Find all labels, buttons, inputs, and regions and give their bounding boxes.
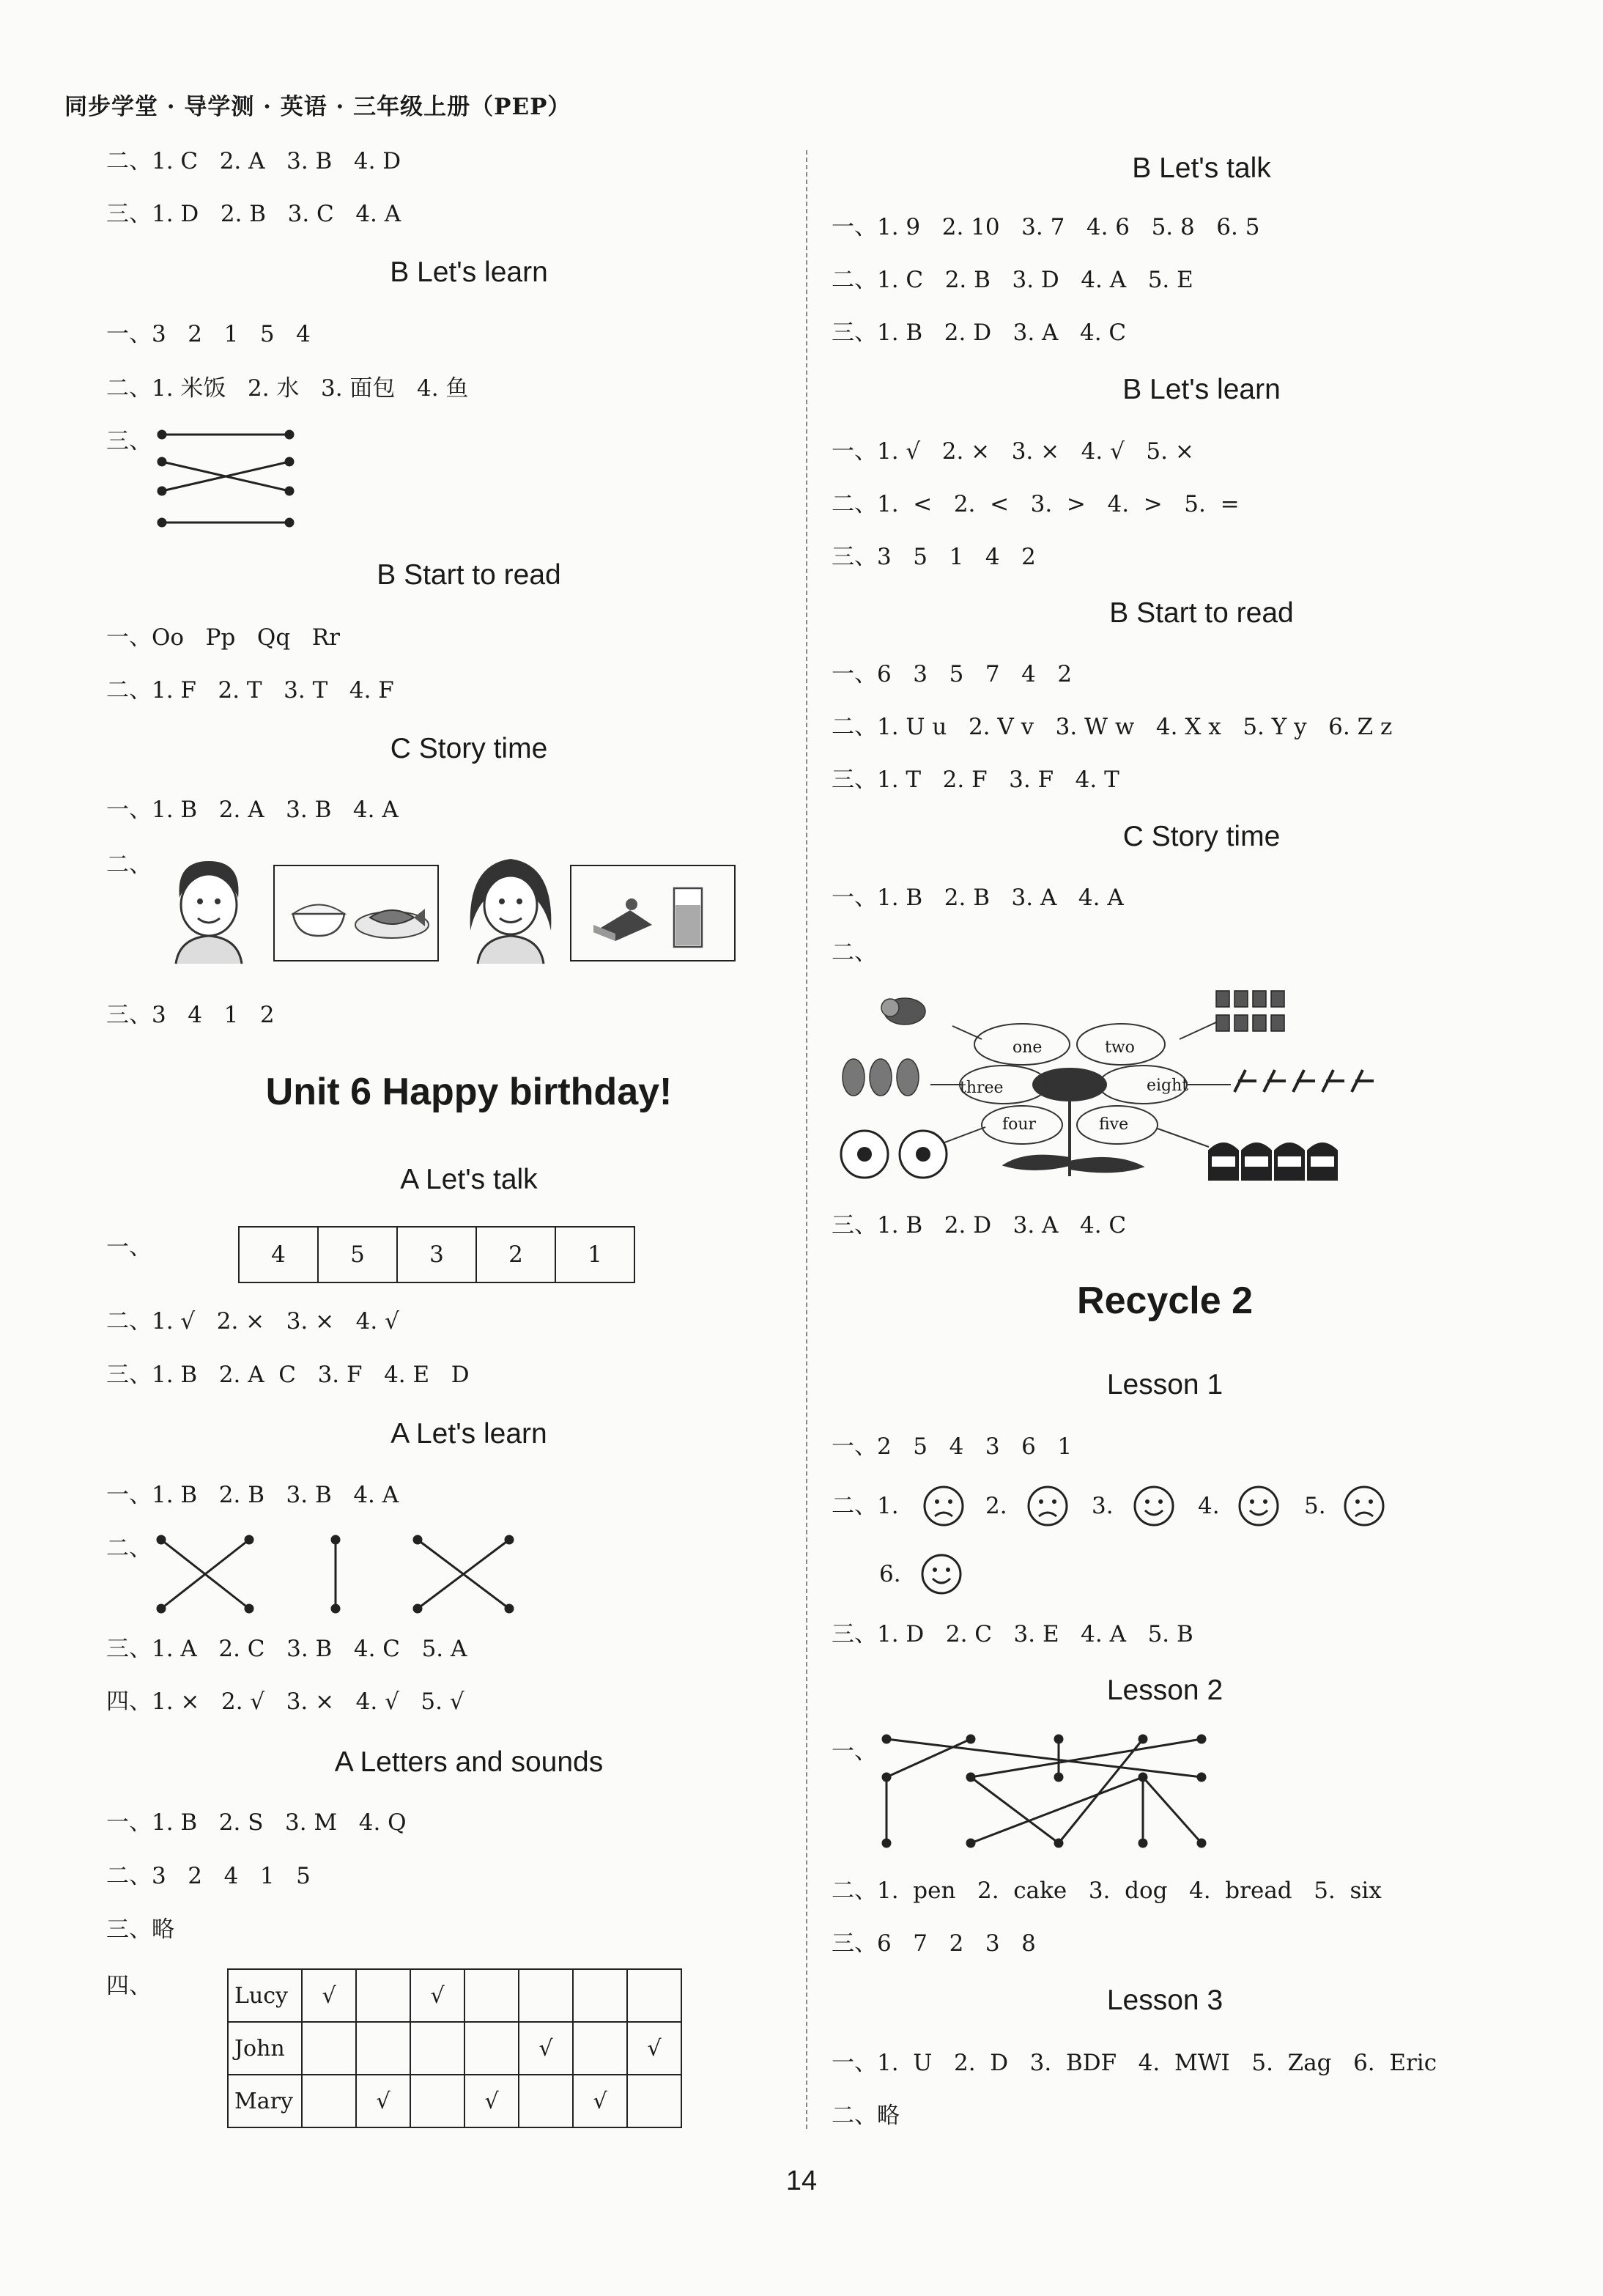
answer-line: 一、1. B 2. B 3. B 4. A [106,1482,399,1508]
answer-line: 三、3 4 1 2 [106,1002,275,1028]
grid-cell: √ [464,2075,519,2127]
answer-line: 一、1. B 2. B 3. A 4. A [832,885,1124,911]
answer-line: 三、1. B 2. A C 3. F 4. E D [106,1362,470,1388]
unit-title: Recycle 2 [1077,1280,1253,1322]
section-title: B Let's learn [390,256,548,288]
page-number: 14 [785,2166,818,2196]
flower-label-four: four [1002,1115,1037,1134]
grid-cell [410,2075,464,2127]
answer-line: 三、1. D 2. C 3. E 4. A 5. B [832,1621,1193,1647]
grid-cell [464,2022,519,2075]
grid-cell [302,2022,356,2075]
answer-line: 三、6 7 2 3 8 [832,1930,1036,1957]
answer-line: 四、1. × 2. √ 3. × 4. √ 5. √ [106,1688,464,1715]
sad-face-icon [1342,1484,1386,1528]
row-name: Lucy [228,1969,302,2022]
answer-line: 2. [985,1493,1007,1519]
counting-flower-diagram [835,982,1421,1187]
grid-cell: √ [356,2075,410,2127]
section-title: A Let's learn [390,1418,547,1450]
grid-cell [519,2075,573,2127]
rice-and-fish-picture-box [273,865,439,961]
answer-line: 三、1. T 2. F 3. F 4. T [832,767,1119,793]
cake-icon [586,888,659,947]
grid-cell [627,1969,681,2022]
answer-line: 二、1. C 2. B 3. D 4. A 5. E [832,267,1193,293]
cake-and-juice-picture-box [570,865,736,961]
matching-lines-diagram [879,1733,1245,1854]
checkmark-grid [227,1968,682,2128]
answer-line: 二、1. 米饭 2. 水 3. 面包 4. 鱼 [106,375,469,402]
section-title: B Start to read [377,559,561,591]
section-title: A Let's talk [400,1164,538,1195]
sad-face-icon [1026,1484,1070,1528]
answer-line: 二、1. < 2. < 3. > 4. > 5. = [832,491,1240,517]
answer-line: 二、1. √ 2. × 3. × 4. √ [106,1308,399,1335]
order-cell: 3 [397,1227,476,1282]
answer-line: 二、略 [832,2103,900,2129]
answer-line: 四、 [106,1973,152,1999]
section-title: C Story time [1122,821,1281,852]
order-cell: 2 [476,1227,555,1282]
flower-label-three: three [960,1079,1004,1097]
answer-line: 二、1. C 2. A 3. B 4. D [106,148,401,174]
table-row [228,2022,681,2075]
section-title: A Letters and sounds [334,1746,604,1778]
grid-cell [356,1969,410,2022]
answer-line: 二、 [832,940,877,966]
grid-cell [573,2022,627,2075]
answer-line: 二、1. U u 2. V v 3. W w 4. X x 5. Y y 6. Z z [832,714,1393,740]
answer-line: 5. [1304,1493,1326,1519]
grid-cell [573,1969,627,2022]
section-title: Lesson 2 [1106,1675,1223,1706]
answer-line: 一、 [832,1738,877,1765]
answer-line: 三、1. B 2. D 3. A 4. C [832,320,1127,346]
grid-cell [464,1969,519,2022]
grid-cell: √ [302,1969,356,2022]
smiley-face-icon [1237,1484,1281,1528]
smiley-face-icon [1132,1484,1176,1528]
answer-line: 二、 [106,1535,152,1562]
flower-label-five: five [1099,1115,1129,1134]
answer-line: 三、3 5 1 4 2 [832,544,1036,570]
section-title: B Let's learn [1122,374,1281,405]
order-cell: 5 [318,1227,397,1282]
answer-line: 三、1. D 2. B 3. C 4. A [106,201,401,227]
unit-title: Unit 6 Happy birthday! [265,1071,673,1113]
answer-line: 3. [1092,1493,1114,1519]
grid-cell [519,1969,573,2022]
order-cell: 4 [239,1227,318,1282]
answer-line: 一、2 5 4 3 6 1 [832,1433,1073,1460]
answer-line: 一、1. 9 2. 10 3. 7 4. 6 5. 8 6. 5 [832,214,1260,240]
table-row [228,2075,681,2127]
grid-cell [410,2022,464,2075]
boy-illustration [165,854,253,964]
answer-line: 三、1. B 2. D 3. A 4. C [832,1212,1127,1239]
answer-line: 一、Oo Pp Qq Rr [106,624,340,651]
section-title: B Let's talk [1132,152,1271,184]
answer-line: 6. [879,1561,901,1587]
answer-line: 一、 [106,1234,152,1260]
section-title: C Story time [390,733,548,764]
girl-illustration [463,850,558,964]
grid-cell [302,2075,356,2127]
answer-line: 4. [1198,1493,1220,1519]
answer-line: 三、略 [106,1916,174,1943]
flower-label-eight: eight [1147,1077,1189,1095]
answer-line: 二、3 2 4 1 5 [106,1863,311,1889]
answer-line: 一、1. U 2. D 3. BDF 4. MWI 5. Zag 6. Eric [832,2050,1437,2076]
answer-line: 一、1. B 2. S 3. M 4. Q [106,1809,407,1836]
answer-line: 一、1. B 2. A 3. B 4. A [106,797,399,823]
grid-cell: √ [573,2075,627,2127]
column-divider [806,150,807,2129]
row-name: John [228,2022,302,2075]
grid-cell: √ [519,2022,573,2075]
answer-line: 一、1. √ 2. × 3. × 4. √ 5. × [832,438,1194,465]
matching-lines-diagram [158,1535,517,1616]
answer-line: 三、 [106,428,152,454]
flower-label-one: one [1012,1038,1043,1057]
order-cell: 1 [555,1227,634,1282]
grid-cell: √ [410,1969,464,2022]
section-title: Lesson 1 [1106,1369,1223,1400]
fish-icon [352,888,432,947]
sad-face-icon [922,1484,966,1528]
order-table [238,1226,635,1283]
table-row [228,1969,681,2022]
grid-cell: √ [627,2022,681,2075]
juice-glass-icon [670,885,707,950]
rice-bowl-icon [289,896,348,940]
section-title: B Start to read [1109,597,1294,629]
answer-line: 二、 [106,852,152,878]
smiley-face-icon [919,1552,963,1596]
answer-line: 一、3 2 1 5 4 [106,321,311,347]
answer-line: 三、1. A 2. C 3. B 4. C 5. A [106,1636,467,1662]
answer-line: 二、1. pen 2. cake 3. dog 4. bread 5. six [832,1878,1382,1904]
answer-line: 一、6 3 5 7 4 2 [832,661,1073,687]
grid-cell [627,2075,681,2127]
answer-line: 二、1. F 2. T 3. T 4. F [106,677,394,704]
row-name: Mary [228,2075,302,2127]
grid-cell [356,2022,410,2075]
page-header: 同步学堂 · 导学测 · 英语 · 三年级上册（PEP） [64,94,571,120]
answer-line: 二、1. [832,1493,899,1519]
matching-lines-diagram [158,429,297,528]
section-title: Lesson 3 [1106,1985,1223,2016]
flower-label-two: two [1105,1038,1135,1057]
